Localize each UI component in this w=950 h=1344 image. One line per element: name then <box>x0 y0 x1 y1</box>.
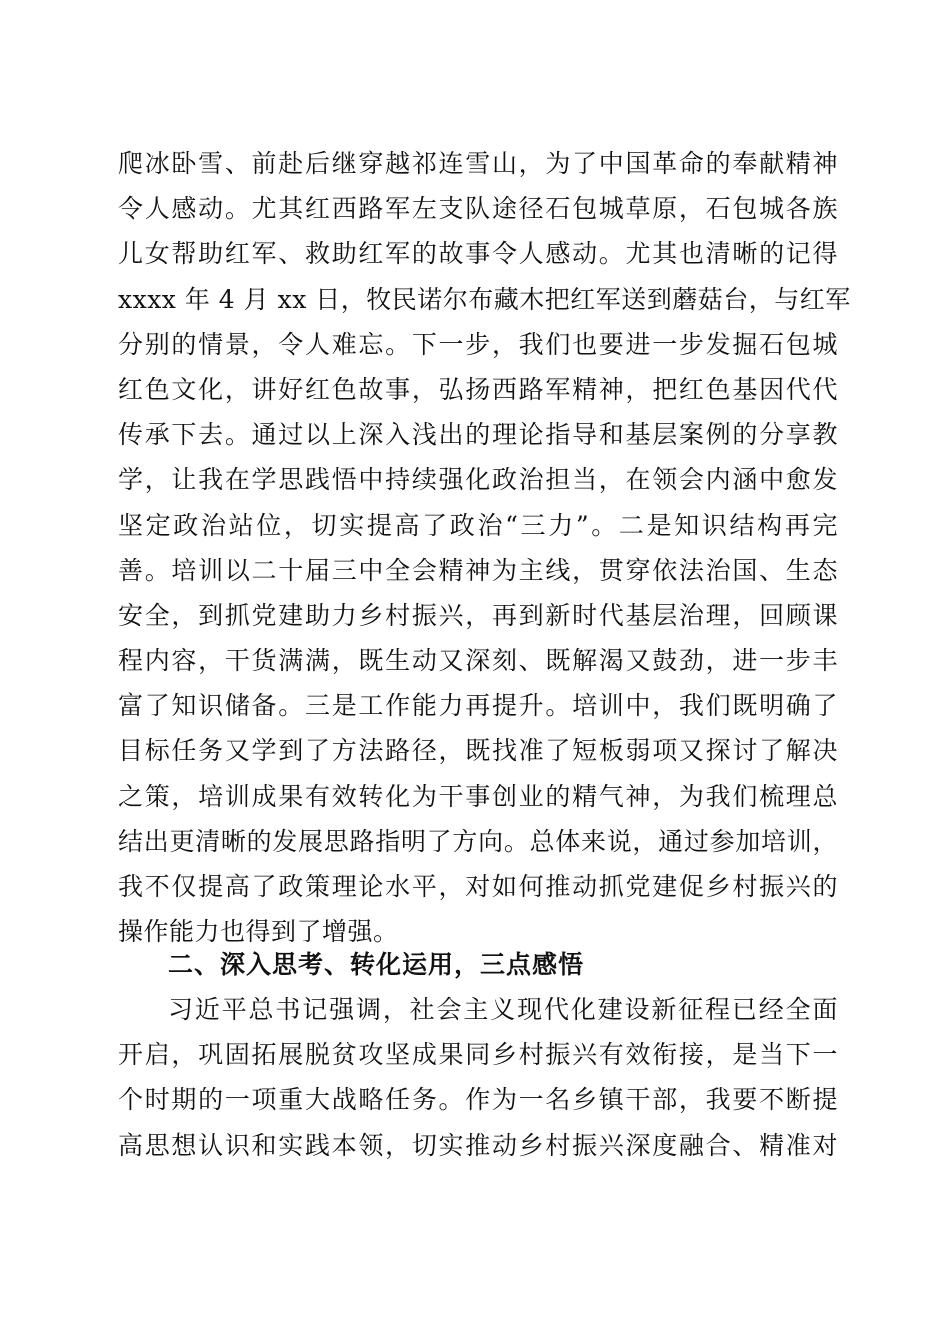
paragraph-line: 习近平总书记强调，社会主义现代化建设新征程已经全面 <box>168 995 838 1024</box>
paragraph-line: 高思想认识和实践本领，切实推动乡村振兴深度融合、精准对 <box>118 1130 838 1160</box>
paragraph-line: 学，让我在学思践悟中持续强化政治担当，在领会内涵中愈发 <box>118 465 838 495</box>
body-paragraph <box>118 987 838 1168</box>
paragraph-line: 红色文化，讲好红色故事，弘扬西路军精神，把红色基因代代 <box>118 374 838 404</box>
paragraph-line: 爬冰卧雪、前赴后继穿越祁连雪山，为了中国革命的奉献精神 <box>118 149 838 178</box>
paragraph-line: 善。培训以二十届三中全会精神为主线，贯穿依法治国、生态 <box>118 555 838 585</box>
paragraph-line: 个时期的一项重大战略任务。作为一名乡镇干部，我要不断提 <box>118 1085 838 1115</box>
paragraph-line: 我不仅提高了政策理论水平，对如何推动抓党建促乡村振兴的 <box>118 872 838 901</box>
paragraph-line: 开启，巩固拓展脱贫攻坚成果同乡村振兴有效衔接，是当下一 <box>118 1040 838 1070</box>
paragraph-line: 坚定政治站位，切实提高了政治“三力”。二是知识结构再完 <box>118 510 838 540</box>
paragraph-line: 传承下去。通过以上深入浅出的理论指导和基层案例的分享教 <box>118 420 838 450</box>
paragraph-line: 令人感动。尤其红西路军左支队途径石包城草原，石包城各族 <box>118 194 838 224</box>
section-heading: 二、深入思考、转化运用，三点感悟 <box>168 950 585 979</box>
paragraph-line: 操作能力也得到了增强。 <box>118 917 399 947</box>
paragraph-line: xxxx 年 4 月 xx 日，牧民诺尔布藏木把红军送到蘑菇台，与红军 <box>118 284 851 314</box>
paragraph-line: 儿女帮助红军、救助红军的故事令人感动。尤其也清晰的记得 <box>118 239 838 269</box>
paragraph-line: 安全，到抓党建助力乡村振兴，再到新时代基层治理，回顾课 <box>118 600 838 630</box>
paragraph-line: 结出更清晰的发展思路指明了方向。总体来说，通过参加培训， <box>118 826 838 856</box>
paragraph-line: 目标任务又学到了方法路径，既找准了短板弱项又探讨了解决 <box>118 736 838 766</box>
paragraph-line: 分别的情景，令人难忘。下一步，我们也要进一步发掘石包城 <box>118 329 838 359</box>
body-paragraph <box>118 141 851 954</box>
paragraph-line: 富了知识储备。三是工作能力再提升。培训中，我们既明确了 <box>118 691 838 721</box>
paragraph-line: 程内容，干货满满，既生动又深刻、既解渴又鼓劲，进一步丰 <box>118 646 838 676</box>
paragraph-line: 之策，培训成果有效转化为干事创业的精气神，为我们梳理总 <box>118 781 838 811</box>
